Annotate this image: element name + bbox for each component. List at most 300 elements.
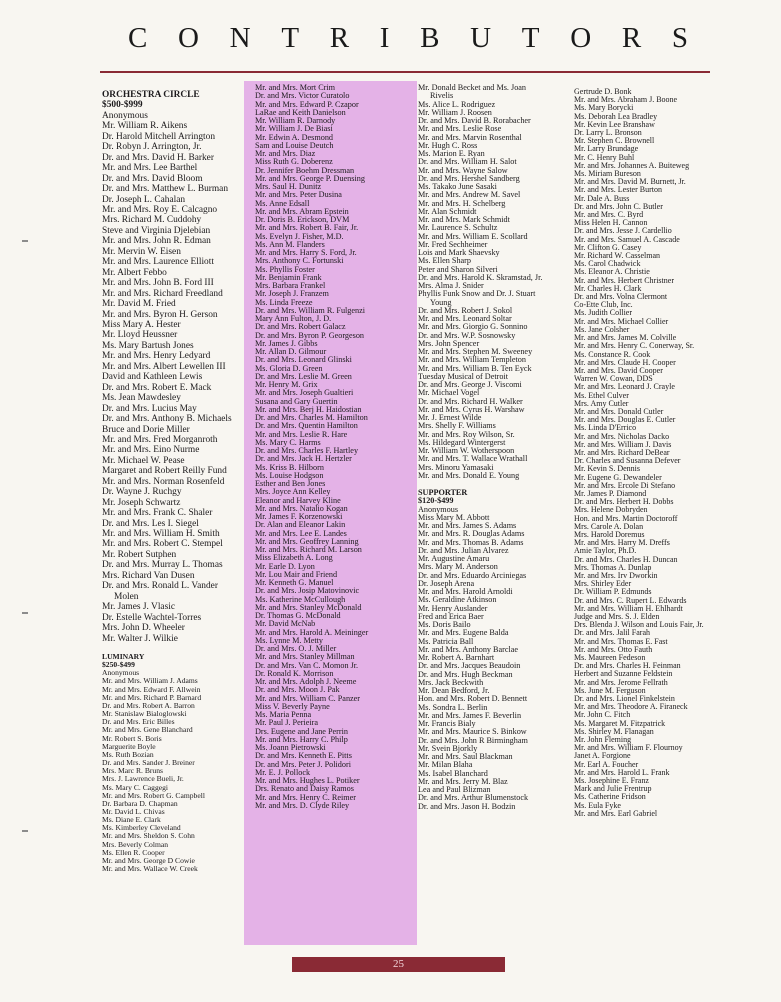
contributor-name: Mr. and Mrs. Wallace W. Creek: [102, 864, 198, 874]
contributor-name: Ms. Lynne M. Metty: [255, 635, 324, 645]
contributor-name: Mr. and Mrs. Frank C. Shaler: [102, 508, 213, 519]
contributor-name: Mrs. Minoru Yamasaki: [418, 462, 494, 472]
contributor-name: Mr. and Mrs. Edward F. Allwein: [102, 684, 201, 694]
contributor-name: Peter and Sharon Silveri: [418, 264, 498, 274]
contributor-name: Dr. and Mrs. Leonard Glinski: [255, 355, 352, 365]
contributor-name: Ms. Eula Fyke: [574, 800, 621, 810]
contributor-name: Mr. Kevin S. Dennis: [574, 464, 640, 474]
contributor-name: Mr. James J. Gibbs: [255, 338, 318, 348]
contributor-name: Mr. Benjamin Frank: [255, 272, 322, 282]
contributors-column-4: [574, 88, 734, 818]
contributor-name: Ms. Maureen Fedeson: [574, 653, 646, 663]
contributor-name: Amie Taylor, Ph.D.: [574, 546, 637, 556]
contributor-name: Mr. and Mrs. Theodore A. Firaneck: [574, 702, 688, 712]
contributor-name: Steve and Virginia Djelebian: [102, 225, 211, 236]
contributor-name: Mrs. Harold Doremus: [574, 529, 645, 539]
contributor-name: Dr. Barbara D. Chapman: [102, 798, 178, 808]
contributor-name: Mr. and Mrs. Lee Barthel: [102, 163, 198, 174]
contributor-name: Hon. and Mrs. Robert D. Bennett: [418, 694, 528, 704]
contributor-name: Dr. and Mrs. Robert E. Mack: [102, 382, 212, 393]
contributor-name: Mr. and Mrs. Berj H. Haidostian: [255, 404, 362, 414]
contributor-name: Mr. and Mrs. David M. Burnett, Jr.: [574, 177, 686, 187]
contributor-name: Dr. Joseph L. Cahalan: [102, 194, 186, 205]
contributor-name: Co-Ette Club, Inc.: [574, 300, 633, 310]
page-number: 25: [292, 957, 505, 972]
contributor-name: Ms. Louise Hodgson: [255, 470, 324, 480]
contributor-name: Dr. and Mrs. Moon J. Pak: [255, 685, 340, 695]
contributor-name: Mr. and Mrs. Leslie R. Hare: [255, 429, 348, 439]
contributor-name: Dr. and Mrs. Harold K. Skramstad, Jr.: [418, 272, 543, 282]
contributor-name: Phyllis Funk Snow and Dr. J. Stuart: [418, 289, 536, 299]
contributor-name: Ms. Linda Freeze: [255, 297, 313, 307]
contributor-name: Mrs. Joyce Ann Kelley: [255, 487, 331, 497]
title-letter: T: [281, 21, 300, 54]
contributor-name: Mr. and Mrs. Anthony Barclae: [418, 644, 519, 654]
contributor-name: Mr. and Mrs. Wayne Salow: [418, 165, 508, 175]
contributor-name: Mr. Kevin Lee Branshaw: [574, 119, 655, 129]
contributor-name: Miss Elizabeth A. Long: [255, 553, 333, 563]
contributor-name: Dr. and Mrs. Van C. Momon Jr.: [255, 660, 359, 670]
contributor-name: Dr. and Mrs. Jacques Beaudoin: [418, 661, 521, 671]
contributor-name: Mrs. Helene Dobryden: [574, 505, 648, 515]
contributor-name: Mr. and Mrs. Leslie Rose: [418, 124, 502, 134]
contributor-name: Ms. Hildegard Wintergerst: [418, 437, 506, 447]
contributor-name: Dr. Ronald K. Morrison: [255, 668, 334, 678]
contributor-name: Mr. Allan D. Gilmour: [255, 347, 327, 356]
contributor-name: LaRae and Keith Danielson: [255, 107, 346, 117]
contributor-name: Mr. and Mrs. James S. Adams: [418, 521, 517, 530]
contributor-name: Mr. William J. De Biasi: [255, 124, 333, 134]
contributor-name: David and Kathleen Lewis: [102, 372, 203, 383]
contributor-name: Mr. and Mrs. Donald E. Young: [418, 470, 520, 480]
title-letter: N: [229, 21, 251, 54]
contributor-name: Mr. Richard W. Casselman: [574, 251, 660, 261]
title-letter: O: [570, 21, 592, 54]
contributors-column-3: [418, 84, 576, 811]
contributor-name: Esther and Ben Jones: [255, 479, 326, 488]
contributor-name: Mr. and Mrs. Robert G. Campbell: [102, 790, 205, 800]
contributor-name: Mr. Earl A. Foucher: [574, 759, 639, 769]
contributor-name: Mr. and Mrs. Robert C. Stempel: [102, 539, 223, 550]
contributor-name: Mary Ann Fulton, J. D.: [255, 314, 332, 323]
contributor-name: Dr. Harold Mitchell Arrington: [102, 131, 216, 142]
contributor-name: Ms. Miriam Bureson: [574, 169, 641, 179]
contributor-name: Mr. Francis Bialy: [418, 719, 476, 728]
contributor-name: Mr. and Mrs. Adolph J. Neeme: [255, 677, 357, 686]
contributor-name: Mrs. Thomas A. Dunlap: [574, 562, 652, 572]
contributor-name: Ms. Mary Borycki: [574, 103, 634, 113]
contributor-name: Mr. and Mrs. William F. Flournoy: [574, 743, 683, 753]
contributor-name: Mr. and Mrs. Richard M. Larson: [255, 545, 362, 554]
contributor-name: Mr. and Mrs. John R. Edman: [102, 236, 211, 247]
contributor-name: Mr. David M. Fried: [102, 299, 176, 310]
contributor-name: Mr. Robert Sutphen: [102, 549, 177, 560]
contributor-name: Miss V. Beverly Payne: [255, 701, 330, 711]
contributor-name: Mr. Albert Febbo: [102, 267, 167, 278]
contributor-name: Ms. Jean Mawdesley: [102, 393, 181, 404]
contributor-name: Mr. and Mrs. William H. Smith: [102, 529, 220, 540]
contributor-name: Mr. and Mrs. R. Douglas Adams: [418, 529, 525, 539]
contributor-name: Mr. Joseph J. Franzem: [255, 289, 329, 299]
contributor-name: Ms. Ellen R. Cooper: [102, 847, 165, 857]
contributor-name: Marguerite Boyle: [102, 741, 156, 751]
contributor-name: Ms. Maria Penna: [255, 710, 312, 719]
contributor-name: Mrs. Marc R. Bruns: [102, 766, 163, 776]
title-letter: U: [470, 21, 492, 54]
contributor-name: Dr. Larry L. Bronson: [574, 128, 642, 138]
contributor-name: Ms. Phyllis Foster: [255, 264, 315, 274]
contributor-name: Dr. and Mrs. Jason H. Bodzin: [418, 801, 516, 811]
contributor-name: Mr. and Mrs. Cyrus H. Warshaw: [418, 404, 525, 414]
section-heading: LUMINARY: [102, 652, 145, 662]
contributor-name: Mr. and Mrs. Hughes L. Potiker: [255, 776, 360, 785]
contributor-name: Mr. and Mrs. Abraham J. Boone: [574, 95, 678, 105]
contributor-name: Ms. Geraldine Atkinson: [418, 595, 497, 605]
contributor-name: Dr. and Mrs. John C. Butler: [574, 201, 663, 211]
contributor-name: Ms. Sondra L. Berlin: [418, 702, 488, 712]
contributor-name: Mr. and Mrs. Leonard Soltar: [418, 314, 512, 323]
contributor-name: Ms. Deborah Lea Bradley: [574, 111, 658, 121]
contributor-name: Ms. Doris Bailo: [418, 620, 471, 629]
contributor-name: Mr. and Mrs. Michael Collier: [574, 316, 669, 326]
contributor-name: Mr. William W. Wotherspoon: [418, 446, 515, 455]
contributor-name: Dr. and Mrs. Leslie M. Green: [255, 371, 352, 381]
contributor-name: Dr. Robyn J. Arrington, Jr.: [102, 142, 202, 153]
contributor-name: Mrs. Amy Cutler: [574, 398, 629, 408]
contributor-name: Mr. Lloyd Heussner: [102, 330, 178, 341]
title-letter: I: [379, 21, 390, 54]
contributor-name: Mr. and Mrs. John B. Ford III: [102, 278, 214, 289]
contributor-name: Mr. and Mrs. Sheldon S. Cohn: [102, 831, 195, 841]
contributor-name: Mr. Larry Brundage: [574, 144, 639, 154]
contributor-name: Ms. Ann M. Flanders: [255, 239, 325, 249]
section-heading: $120-$499: [418, 496, 454, 506]
contributor-name: Mr. and Mrs. Giorgio G. Sonnino: [418, 322, 528, 332]
contributor-name: Mr. and Mrs. David Cooper: [574, 365, 663, 375]
contributor-name: Ms. Anne Edsall: [255, 198, 310, 208]
contributor-name: Mr. Dean Bedford, Jr.: [418, 686, 490, 695]
contributor-name: Mr. and Mrs. Stanley Millman: [255, 652, 355, 662]
contributor-name: Drs. Blenda J. Wilson and Louis Fair, Jr.: [574, 620, 704, 630]
contributor-name: Ms. Kriss B. Hilborn: [255, 462, 324, 472]
contributor-name: Mr. Michael Vogel: [418, 388, 480, 398]
contributor-name: Mr. and Mrs. Mark Schmidt: [418, 215, 510, 224]
contributor-name: Mr. Edwin A. Desmond: [255, 132, 334, 142]
contributor-name: Mr. C. Henry Buhl: [574, 152, 635, 162]
contributor-name: Ms. Ruth Bozian: [102, 749, 154, 759]
contributor-name: Ms. Linda D'Errico: [574, 423, 637, 433]
title-letter: R: [329, 21, 350, 54]
contributor-name: Dr. and Mrs. Hershel Sandberg: [418, 173, 520, 183]
contributor-name: Ms. Kimberley Cleveland: [102, 823, 181, 833]
contributor-name: Ms. Shirley M. Flanagan: [574, 726, 654, 736]
contributor-name: Mrs. Richard M. Cuddohy: [102, 215, 202, 226]
title-letter: B: [420, 21, 440, 54]
contributor-name: Mr. Fred Sechheimer: [418, 239, 488, 249]
contributor-name: Mr. and Mrs. Thomas E. Fast: [574, 636, 668, 646]
contributor-name: Mr. and Mrs. Harry S. Ford, Jr.: [255, 248, 357, 257]
contributor-name: Ms. June M. Ferguson: [574, 685, 646, 695]
contributor-name: Dr. and Mrs. Jack H. Hertzler: [255, 454, 352, 464]
contributor-name: Miss Helen H. Cannon: [574, 218, 648, 228]
contributor-name: Mr. Charles H. Clark: [574, 283, 642, 293]
contributor-name: Mr. and Mrs. Eugene Balda: [418, 628, 509, 638]
contributor-name: Mr. William R. Aikens: [102, 121, 188, 132]
contributor-name: Mr. and Mrs. Edward P. Czapor: [255, 99, 359, 109]
contributor-name: Mr. David McNab: [255, 619, 316, 629]
contributor-name: Fred and Erica Baer: [418, 611, 484, 621]
contributor-name: Mr. and Mrs. Earl Gabriel: [574, 808, 658, 818]
title-letter: C: [128, 21, 148, 54]
contributor-name: Ms. Diane E. Clark: [102, 815, 161, 825]
contributor-name: Dr. Jennifer Boehm Dressman: [255, 165, 355, 175]
margin-mark: [22, 612, 28, 614]
contributor-name: Mr. Stanislaw Bialoglowski: [102, 709, 187, 719]
contributor-name: Mrs. Shelly F. Williams: [418, 421, 496, 431]
contributor-name: Mr. and Mrs. Irv Dworkin: [574, 570, 658, 580]
contributor-name: Mr. and Mrs. William J. Adams: [102, 676, 198, 686]
contributor-name: Mrs. Jack Beckwith: [418, 677, 484, 687]
contributor-name: Ms. Ethel Culver: [574, 390, 629, 400]
contributor-name: Mrs. Mary M. Anderson: [418, 562, 498, 572]
contributor-name: Mr. and Mrs. Thomas B. Adams: [418, 537, 524, 547]
contributor-name: Mr. Joseph Schwartz: [102, 497, 181, 508]
page-title: [128, 16, 688, 60]
contributor-name: Mr. and Mrs. Andrew M. Savel: [418, 190, 521, 200]
contributor-name: Mr. and Mrs. Lester Burton: [574, 185, 662, 195]
contributor-name: Mr. and Mrs. C. Byrd: [574, 210, 644, 220]
contributor-name: Dr. and Mrs. Kenneth E. Pitts: [255, 751, 352, 761]
contributor-name: Eleanor and Harvey Kline: [255, 495, 341, 505]
contributor-name: Mr. and Mrs. Roy Wilson, Sr.: [418, 429, 515, 439]
contributor-name: Mr. and Mrs. Joseph Gualtieri: [255, 388, 354, 398]
contributor-name: Mrs. Beverly Colman: [102, 839, 169, 849]
contributor-name: Dr. and Mrs. Charles F. Hartley: [255, 446, 359, 455]
contributor-name: Mr. and Mrs. Stanley McDonald: [255, 602, 362, 612]
contributor-name: Dr. and Mrs. William H. Salot: [418, 157, 517, 167]
title-letter: S: [671, 21, 688, 54]
contributor-name: Herbert and Suzanne Feldstein: [574, 669, 673, 679]
contributor-name: Mrs. Barbara Frankel: [255, 281, 326, 290]
contributor-name: Dr. and Mrs. Robert J. Sokol: [418, 305, 513, 315]
contributor-name: Mr. and Mrs. D. Clyde Riley: [255, 800, 350, 810]
contributor-name: Mr. Henry Auslander: [418, 603, 488, 613]
contributor-name: Ms. Josephine E. Franz: [574, 776, 649, 786]
contributor-name: Dr. and Mrs. Charles H. Duncan: [574, 554, 678, 564]
title-rule: [100, 71, 710, 73]
contributor-name: Ms. Joann Pietrowski: [255, 743, 326, 752]
contributor-name: Miss Mary M. Abbott: [418, 512, 490, 522]
contributor-name: Dr. and Mrs. O. J. Miller: [255, 644, 337, 653]
contributor-name: Mr. and Mrs. James F. Beverlin: [418, 710, 522, 720]
contributor-name: Ms. Mary C. Caggegi: [102, 782, 169, 792]
contributor-name: Lois and Mark Shaevsky: [418, 248, 500, 257]
contributor-name: Dr. and Mrs. Robert A. Barron: [102, 700, 195, 710]
contributor-name: Dr. and Mrs. Anthony B. Michaels: [102, 414, 232, 425]
contributor-name: Mr. Walter J. Wilkie: [102, 633, 178, 644]
contributor-name: Miss Ruth G. Doberenz: [255, 157, 333, 167]
contributor-name: Dr. and Mrs. Volna Clermont: [574, 292, 668, 302]
contributor-name: Dr. and Mrs. Eric Billes: [102, 717, 175, 727]
contributor-name: Mr. James F. Korzenowski: [255, 512, 343, 521]
contributor-name: Mr. and Mrs. Richard P. Barnard: [102, 692, 202, 702]
contributor-name: Dr. and Mrs. Victor Curatolo: [255, 91, 350, 101]
contributor-name: Mr. Laurence S. Schultz: [418, 223, 498, 233]
contributor-name: Dr. and Mrs. David H. Barker: [102, 152, 214, 163]
contributor-name: Dr. and Mrs. Peter J. Polidori: [255, 759, 351, 769]
contributor-name: Mrs. Richard Van Dusen: [102, 570, 195, 581]
contributor-name: Mr. and Mrs. Johannes A. Buiteweg: [574, 160, 690, 170]
contributor-name: Mr. Robert S. Boris: [102, 733, 162, 743]
contributor-name: Mr. and Mrs. Henry C. Conerway, Sr.: [574, 341, 695, 351]
contributor-name: Ms. Carol Chadwick: [574, 259, 641, 269]
contributor-name: Dr. and Mrs. Lucius May: [102, 403, 197, 414]
contributor-name: Anonymous: [102, 110, 148, 121]
contributor-name: Mr. David L. Chivas: [102, 806, 165, 816]
contributor-name: Dr. and Mrs. Herbert H. Dobbs: [574, 497, 674, 507]
contributor-name: Mr. and Mrs. Abram Epstein: [255, 206, 349, 216]
contributor-name: Mr. Clifton G. Casey: [574, 242, 642, 252]
contributor-name: Mr. Alan Schmidt: [418, 206, 477, 216]
contributor-name: Mrs. Shirley Eder: [574, 579, 632, 589]
contributor-name: Mr. Kenneth G. Manuel: [255, 578, 334, 587]
contributor-name: Mr. John Fleming: [574, 735, 632, 745]
contributor-name: Mr. and Mrs. William Templeton: [418, 355, 526, 365]
contributor-name: Mr. and Mrs. Saul Blackman: [418, 752, 513, 761]
contributor-name: Dr. Alan and Eleanor Lakin: [255, 520, 346, 530]
contributor-name: Mr. Paul J. Perieira: [255, 718, 318, 728]
contributor-name: Mr. Svein Bjorkly: [418, 743, 478, 753]
contributor-name: Mr. Robert A. Barnhart: [418, 653, 495, 662]
contributor-name: Ms. Jane Colsher: [574, 324, 630, 334]
contributor-name: Ms. Eleanor A. Christie: [574, 267, 650, 277]
contributor-name: Dr. Wayne J. Ruchgy: [102, 487, 182, 498]
contributor-name: Mrs. John Spencer: [418, 338, 480, 348]
contributor-name: Dr. Charles and Susanna Defever: [574, 456, 681, 466]
contributor-name: Anonymous: [418, 504, 459, 514]
contributor-name: Mr. and Mrs. Claude H. Cooper: [574, 357, 676, 367]
contributor-name: Miss Mary A. Hester: [102, 319, 181, 330]
contributor-name: Mr. and Mrs. Donald Cutler: [574, 406, 664, 416]
contributor-name: Dr. and Mrs. Murray L. Thomas: [102, 560, 223, 571]
contributor-name: Mr. and Mrs. William E. Scollard: [418, 231, 528, 241]
contributor-name: Dr. and Mrs. Ronald L. Vander: [102, 581, 218, 592]
contributor-name: Mr. and Mrs. William C. Panzer: [255, 693, 361, 703]
contributor-name: Mr. and Mrs. Natalio Kogan: [255, 503, 348, 513]
contributor-name: Dr. and Mrs. Jesse J. Cardellio: [574, 226, 672, 236]
contributor-name: Mr. and Mrs. Lee E. Landes: [255, 528, 347, 538]
contributor-name: Dr. and Mrs. David B. Rorabacher: [418, 116, 531, 125]
contributor-name: Mr. and Mrs. Henry C. Reimer: [255, 792, 356, 802]
contributor-name: Tuesday Musical of Detroit: [418, 371, 508, 381]
contributor-name: Dr. and Mrs. William R. Fulgenzi: [255, 305, 366, 315]
contributor-name: Dr. and Mrs. Jalil Farah: [574, 628, 650, 638]
contributor-name: Mr. and Mrs. Roy E. Calcagno: [102, 204, 218, 215]
title-letter: T: [521, 21, 540, 54]
contributor-name: Mr. and Mrs. Robert B. Fair, Jr.: [255, 223, 359, 233]
section-heading: SUPPORTER: [418, 488, 468, 497]
contributor-name: Mr. Earle D. Lyon: [255, 561, 315, 571]
contributor-name: Mr. and Mrs. George D Cowie: [102, 855, 195, 865]
contributor-name: Mr. Michael W. Pease: [102, 455, 185, 466]
contributor-name: Dr. and Mrs. Robert Galacz: [255, 322, 346, 332]
contributor-name: Mrs. John D. Wheeler: [102, 623, 185, 634]
contributor-name: Ms. Ellen Sharp: [418, 256, 471, 266]
contributor-name: Mr. and Mrs. Peter Dusina: [255, 190, 342, 200]
contributor-name: Dr. Joseph Arena: [418, 578, 475, 588]
contributor-name: Mr. and Mrs. Richard DeBear: [574, 447, 670, 457]
contributor-name: Dr. and Mrs. John R Birmingham: [418, 735, 528, 745]
contributor-name: Mr. and Mrs. Henry Ledyard: [102, 351, 211, 362]
contributor-name: Sam and Louise Deutch: [255, 140, 334, 150]
contributor-name: Mr. and Mrs. Diaz: [255, 149, 316, 158]
contributors-column-2: [255, 84, 415, 810]
title-letter: R: [621, 21, 642, 54]
contributor-name: Bruce and Dorie Miller: [102, 424, 190, 435]
contributor-name: Mr. James P. Diamond: [574, 488, 647, 498]
contributor-name: Mr. and Mrs. Geoffrey Lanning: [255, 536, 359, 546]
contributor-name: Mr. and Mrs. Richard Freedland: [102, 288, 223, 299]
contributor-name: Mrs. Carole A. Dolan: [574, 521, 644, 531]
contributor-name: Mr. and Mrs. William B. Ten Eyck: [418, 363, 532, 373]
contributor-name: Mr. and Mrs. Maurice S. Binkow: [418, 727, 527, 737]
contributor-name: Drs. Renato and Daisy Ramos: [255, 784, 354, 794]
contributor-name: Mr. Augustine Amaru: [418, 554, 490, 563]
contributor-name: Mr. and Mrs. William H. Ehlhardt: [574, 603, 683, 613]
contributor-name: Dr. Doris B. Erickson, DVM: [255, 215, 350, 224]
contributor-name: Ms. Mary Bartush Jones: [102, 340, 194, 351]
contributor-name: Mr. and Mrs. Harold L. Frank: [574, 767, 670, 777]
contributor-name: Mr. and Mrs. Harry M. Dreffs: [574, 538, 670, 548]
contributor-name: Mr. and Mrs. James M. Colville: [574, 333, 677, 343]
contributor-name: Mr. and Mrs. Eino Nurme: [102, 445, 200, 456]
contributor-name: Anonymous: [102, 668, 140, 678]
contributor-name: Ms. Isabel Blanchard: [418, 768, 488, 778]
contributor-name: Dr. and Mrs. Julian Alvarez: [418, 545, 509, 555]
contributor-name: Dr. and Mrs. Byron P. Georgeson: [255, 330, 365, 340]
contributor-name: Mr. and Mrs. George P. Duensing: [255, 173, 365, 183]
contributor-name: Mr. William R. Darnody: [255, 116, 336, 125]
contributor-name: Mr. and Mrs. Laurence Elliott: [102, 257, 214, 268]
contributor-name: Ms. Katherine McCullough: [255, 594, 346, 604]
contributor-name: Mr. Stephen C. Brownell: [574, 136, 655, 146]
contributor-name: Dr. and Mrs. David Bloom: [102, 173, 203, 184]
contributor-name: Ms. Marion E. Ryan: [418, 149, 485, 158]
contributor-name: Mr. and Mrs. William J. Davis: [574, 439, 672, 449]
contributor-name: Mr. J. Ernest Wilde: [418, 413, 482, 422]
contributor-name: Mr. John C. Fitch: [574, 710, 631, 720]
contributor-name: Ms. Evelyn J. Fisher, M.D.: [255, 231, 344, 241]
contributor-name: Mr. and Mrs. Harold Arnoldi: [418, 587, 513, 596]
contributor-name: Mr. James J. Vlasic: [102, 602, 175, 613]
contributor-name: Ms. Takako June Sasaki: [418, 182, 497, 191]
contributor-name: Mr. and Mrs. Jerome Fellrath: [574, 677, 668, 687]
contributor-name: Mr. and Mrs. Samuel A. Cascade: [574, 234, 680, 244]
contributor-name: Dr. and Mrs. Quentin Hamilton: [255, 421, 358, 431]
section-heading: $500-$999: [102, 100, 143, 111]
contributor-name: Mr. and Mrs. Byron H. Gerson: [102, 309, 218, 320]
contributor-name: Mr. and Mrs. Ercole Di Stefano: [574, 480, 676, 490]
contributor-name: Mr. and Mrs. Gene Blanchard: [102, 725, 193, 735]
contributor-name: Mr. and Mrs. Marvin Rosenthal: [418, 132, 522, 142]
contributor-name: Janet A. Forgione: [574, 751, 631, 761]
contributor-name: Dr. and Mrs. Les I. Siegel: [102, 518, 199, 529]
contributor-name: Mrs. Saul H. Dunitz: [255, 182, 322, 191]
contributor-name: Mrs. Anthony C. Fortunski: [255, 256, 344, 266]
contributor-name: Mr. and Mrs. Otto Fauth: [574, 644, 653, 654]
contributor-name: Hon. and Mrs. Martin Doctoroff: [574, 513, 678, 523]
contributor-name: Mr. and Mrs. Harold A. Meininger: [255, 627, 369, 637]
